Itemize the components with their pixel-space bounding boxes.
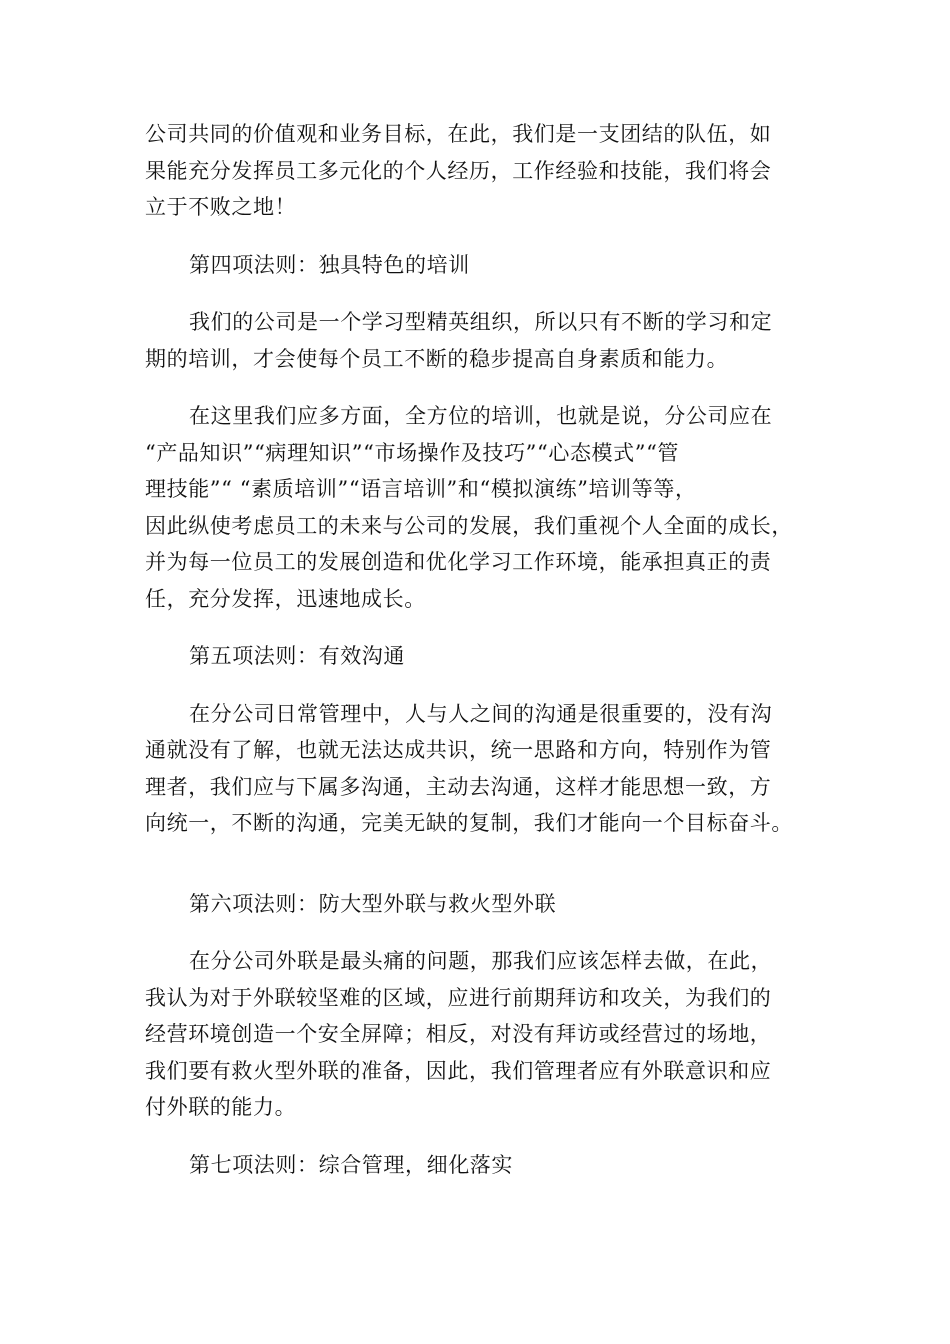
heading-rule-4: 第四项法则：独具特色的培训 [189, 252, 470, 277]
paragraph-communication: 在分公司日常管理中，人与人之间的沟通是很重要的，没有沟 通就没有了解，也就无法达成共识，统一思路和方向，特别作为管 理者，我们应与下属多沟通，主动去沟通，这样才能思想一致，方 向统一，不断的沟通，完美无缺的复制，我们才能向一个目标奋斗。 [145, 701, 793, 835]
paragraph-external-relations: 在分公司外联是最头痛的问题，那我们应该怎样去做，在此， 我认为对于外联较坚难的区域，应进行前期拜访和攻关，为我们的 经营环境创造一个安全屏障；相反，对没有拜访或经营过的场地， 我们要有救火型外联的准备，因此，我们管理者应有外联意识和应 付外联的能力。 [145, 949, 773, 1119]
paragraph-values: 公司共同的价值观和业务目标，在此，我们是一支团结的队伍，如 果能充分发挥员工多元化的个人经历，工作经验和技能，我们将会 立于不败之地！ [145, 122, 772, 219]
heading-rule-7: 第七项法则：综合管理，细化落实 [189, 1152, 513, 1177]
paragraph-learning-org: 我们的公司是一个学习型精英组织，所以只有不断的学习和定 期的培训，才会使每个员工不断的稳步提高自身素质和能力。 [145, 310, 773, 371]
document-body [145, 116, 805, 1183]
heading-rule-6: 第六项法则：防大型外联与救火型外联 [189, 891, 557, 916]
heading-rule-5: 第五项法则：有效沟通 [189, 644, 405, 668]
paragraph-training-scope: 在这里我们应多方面，全方位的培训，也就是说，分公司应在 “产品知识”“病理知识”“市场操作及技巧”“心态模式”“管 理技能”“ “素质培训”“语言培训”和“模拟演练”培训等等， 因此纵使考虑员工的未来与公司的发展，我们重视个人全面的成长， 并为每一位员工的发展创造和优化学习工作环境，能承担真正的责 任，充分发挥，迅速地成长。 [145, 404, 793, 611]
